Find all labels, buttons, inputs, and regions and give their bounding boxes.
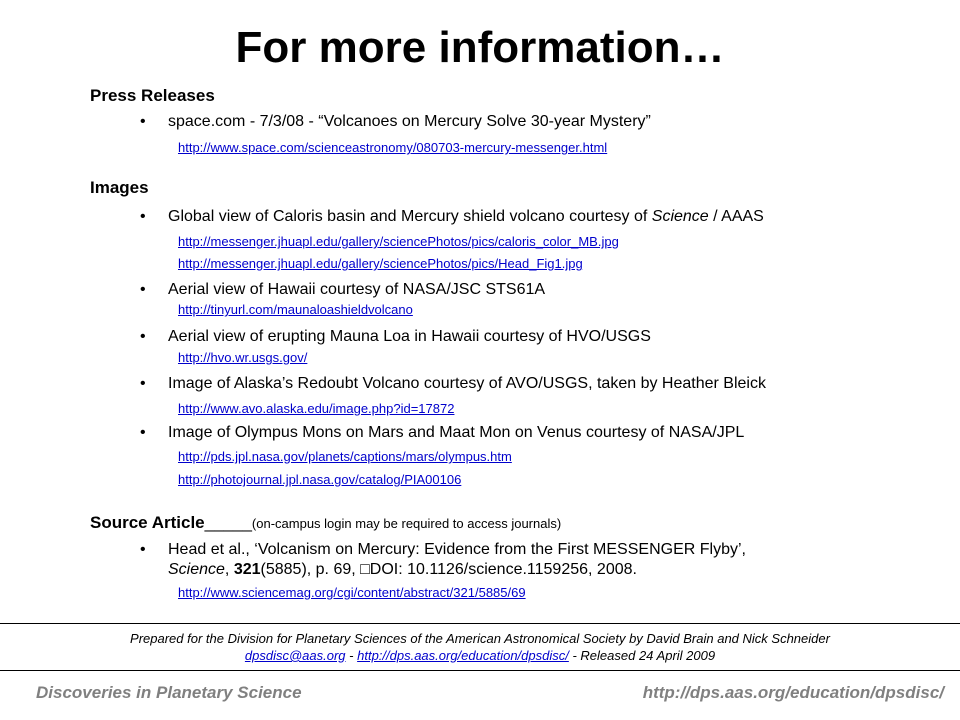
caloris-link-2[interactable]: http://messenger.jhuapl.edu/gallery/sciencePhotos/pics/Head_Fig1.jpg [178,256,583,271]
bottom-right-url: http://dps.aas.org/education/dpsdisc/ [642,683,944,702]
mauna-loa-link[interactable]: http://hvo.wr.usgs.gov/ [178,350,308,365]
page-title: For more information… [235,23,725,72]
bullet-marker: • [140,328,146,345]
source-article-note: (on-campus login may be required to access journals) [251,516,562,531]
press-link[interactable]: http://www.space.com/scienceastronomy/080703-mercury-messenger.html [178,140,608,155]
olympus-text: Image of Olympus Mons on Mars and Maat Mon on Venus courtesy of NASA/JPL [168,424,745,441]
hawaii-link[interactable]: http://tinyurl.com/maunaloashieldvolcano [178,302,413,317]
bullet-marker: • [140,375,146,392]
images-heading: Images [90,178,149,197]
footer-email-link[interactable]: dpsdisc@aas.org [244,648,346,663]
caloris-credit: / AAAS [708,208,764,225]
source-article-blank: _____ [204,513,252,532]
source-article-title: Source Article [90,513,205,532]
bullet-marker: • [140,113,146,130]
footer-released: - Released 24 April 2009 [568,648,716,663]
footer-credits: Prepared for the Division for Planetary Sciences of the American Astronomical Society by David Brain and Nick Schneider dpsdisc@aas.org - http://dps.aas.org/education/dpsdisc/ - Released 24 April 2009 [0,630,960,664]
footer-top-divider [0,623,960,624]
hawaii-text: Aerial view of Hawaii courtesy of NASA/JSC STS61A [168,281,546,298]
redoubt-text: Image of Alaska’s Redoubt Volcano courtesy of AVO/USGS, taken by Heather Bleick [168,375,766,392]
bullet-marker: • [140,424,146,441]
mauna-loa-text: Aerial view of erupting Mauna Loa in Hawaii courtesy of HVO/USGS [168,328,651,345]
bullet-marker: • [140,281,146,298]
citation-journal: Science [168,561,225,578]
citation-details: (5885), p. 69, □DOI: 10.1126/science.1159256, 2008. [260,561,637,578]
footer-url-link[interactable]: http://dps.aas.org/education/dpsdisc/ [357,648,569,663]
source-link[interactable]: http://www.sciencemag.org/cgi/content/abstract/321/5885/69 [178,585,526,600]
source-citation-line1: Head et al., ‘Volcanism on Mercury: Evidence from the First MESSENGER Flyby’, [168,541,746,558]
footer-prepared-text: Prepared for the Division for Planetary Sciences of the American Astronomical Society by David Brain and Nick Schneider [130,631,830,646]
redoubt-link[interactable]: http://www.avo.alaska.edu/image.php?id=17872 [178,401,455,416]
caloris-text: Global view of Caloris basin and Mercury shield volcano courtesy of [168,208,652,225]
olympus-link-1[interactable]: http://pds.jpl.nasa.gov/planets/captions/mars/olympus.htm [178,449,512,464]
caloris-link-1[interactable]: http://messenger.jhuapl.edu/gallery/sciencePhotos/pics/caloris_color_MB.jpg [178,234,619,249]
source-article-heading [90,513,561,533]
footer-bottom-divider [0,670,960,671]
caloris-journal: Science [651,208,709,225]
olympus-link-2[interactable]: http://photojournal.jpl.nasa.gov/catalog/PIA00106 [178,472,462,487]
press-bullet-text: space.com - 7/3/08 - “Volcanoes on Mercury Solve 30-year Mystery” [168,113,651,130]
bottom-left-title: Discoveries in Planetary Science [36,683,302,702]
bullet-marker: • [140,541,146,558]
bullet-marker: • [140,208,146,225]
press-releases-heading: Press Releases [90,86,215,105]
citation-volume: 321 [233,561,261,578]
